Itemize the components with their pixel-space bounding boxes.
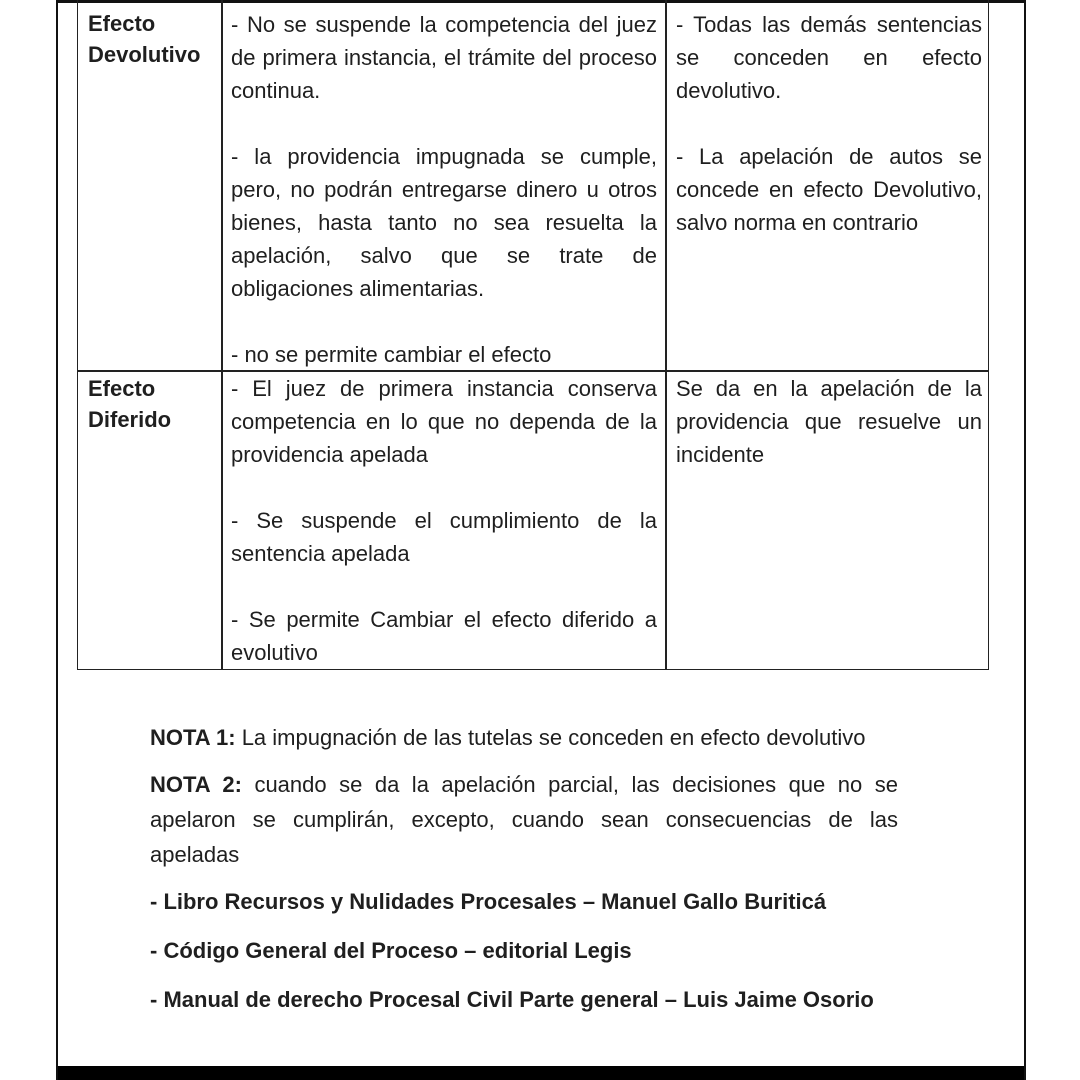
note-1 [150,720,898,755]
reference-item: - Manual de derecho Procesal Civil Parte general – Luis Jaime Osorio [150,987,874,1012]
note-text: cuando se da la apelación parcial, las decisiones que no se apelaron se cumplirán, excepto, cuando sean consecuencias de las apeladas [150,772,898,867]
row-header-devolutivo [88,8,218,70]
note-label: NOTA 2: [150,772,242,797]
table-cell-paragraph: - Se permite Cambiar el efecto diferido a evolutivo [231,607,657,665]
table-cell-paragraph: Se da en la apelación de la providencia que resuelve un incidente [676,376,982,467]
bottom-black-bar [58,1066,1024,1080]
note-2 [150,767,898,872]
notes-section [150,720,898,1031]
row-header-line: Devolutivo [88,42,201,67]
table-cell-paragraph: - El juez de primera instancia conserva competencia en lo que no dependa de la providencia apelada [231,376,657,467]
table-column-divider [221,0,223,669]
devolutivo-characteristics-cell [231,8,657,371]
table-cell-paragraph: - La apelación de autos se concede en efecto Devolutivo, salvo norma en contrario [676,144,982,235]
row-header-line: Efecto [88,11,156,36]
note-text: La impugnación de las tutelas se conceden en efecto devolutivo [241,725,866,750]
effects-table [77,0,989,670]
right-margin-bar [1024,0,1080,1080]
table-cell-paragraph: - no se permite cambiar el efecto [231,342,552,367]
left-margin-bar [0,0,58,1080]
diferido-when-cell [676,372,982,471]
note-label: NOTA 1: [150,725,236,750]
row-header-line: Diferido [88,407,172,432]
row-header-diferido [88,373,218,435]
devolutivo-when-cell [676,8,982,239]
row-header-line: Efecto [88,376,156,401]
table-cell-paragraph: - Todas las demás sentencias se conceden en efecto devolutivo. [676,12,982,103]
reference-item: - Libro Recursos y Nulidades Procesales – Manuel Gallo Buriticá [150,889,827,914]
table-cell-paragraph: - Se suspende el cumplimiento de la sentencia apelada [231,508,657,566]
reference-item: - Código General del Proceso – editorial Legis [150,938,632,963]
table-cell-paragraph: - No se suspende la competencia del juez de primera instancia, el trámite del proceso continua. [231,12,657,103]
diferido-characteristics-cell [231,372,657,669]
table-column-divider [665,0,667,669]
table-cell-paragraph: - la providencia impugnada se cumple, pero, no podrán entregarse dinero u otros bienes, hasta tanto no sea resuelta la apelación, salvo que se trate de obligaciones alimentarias. [231,144,657,301]
